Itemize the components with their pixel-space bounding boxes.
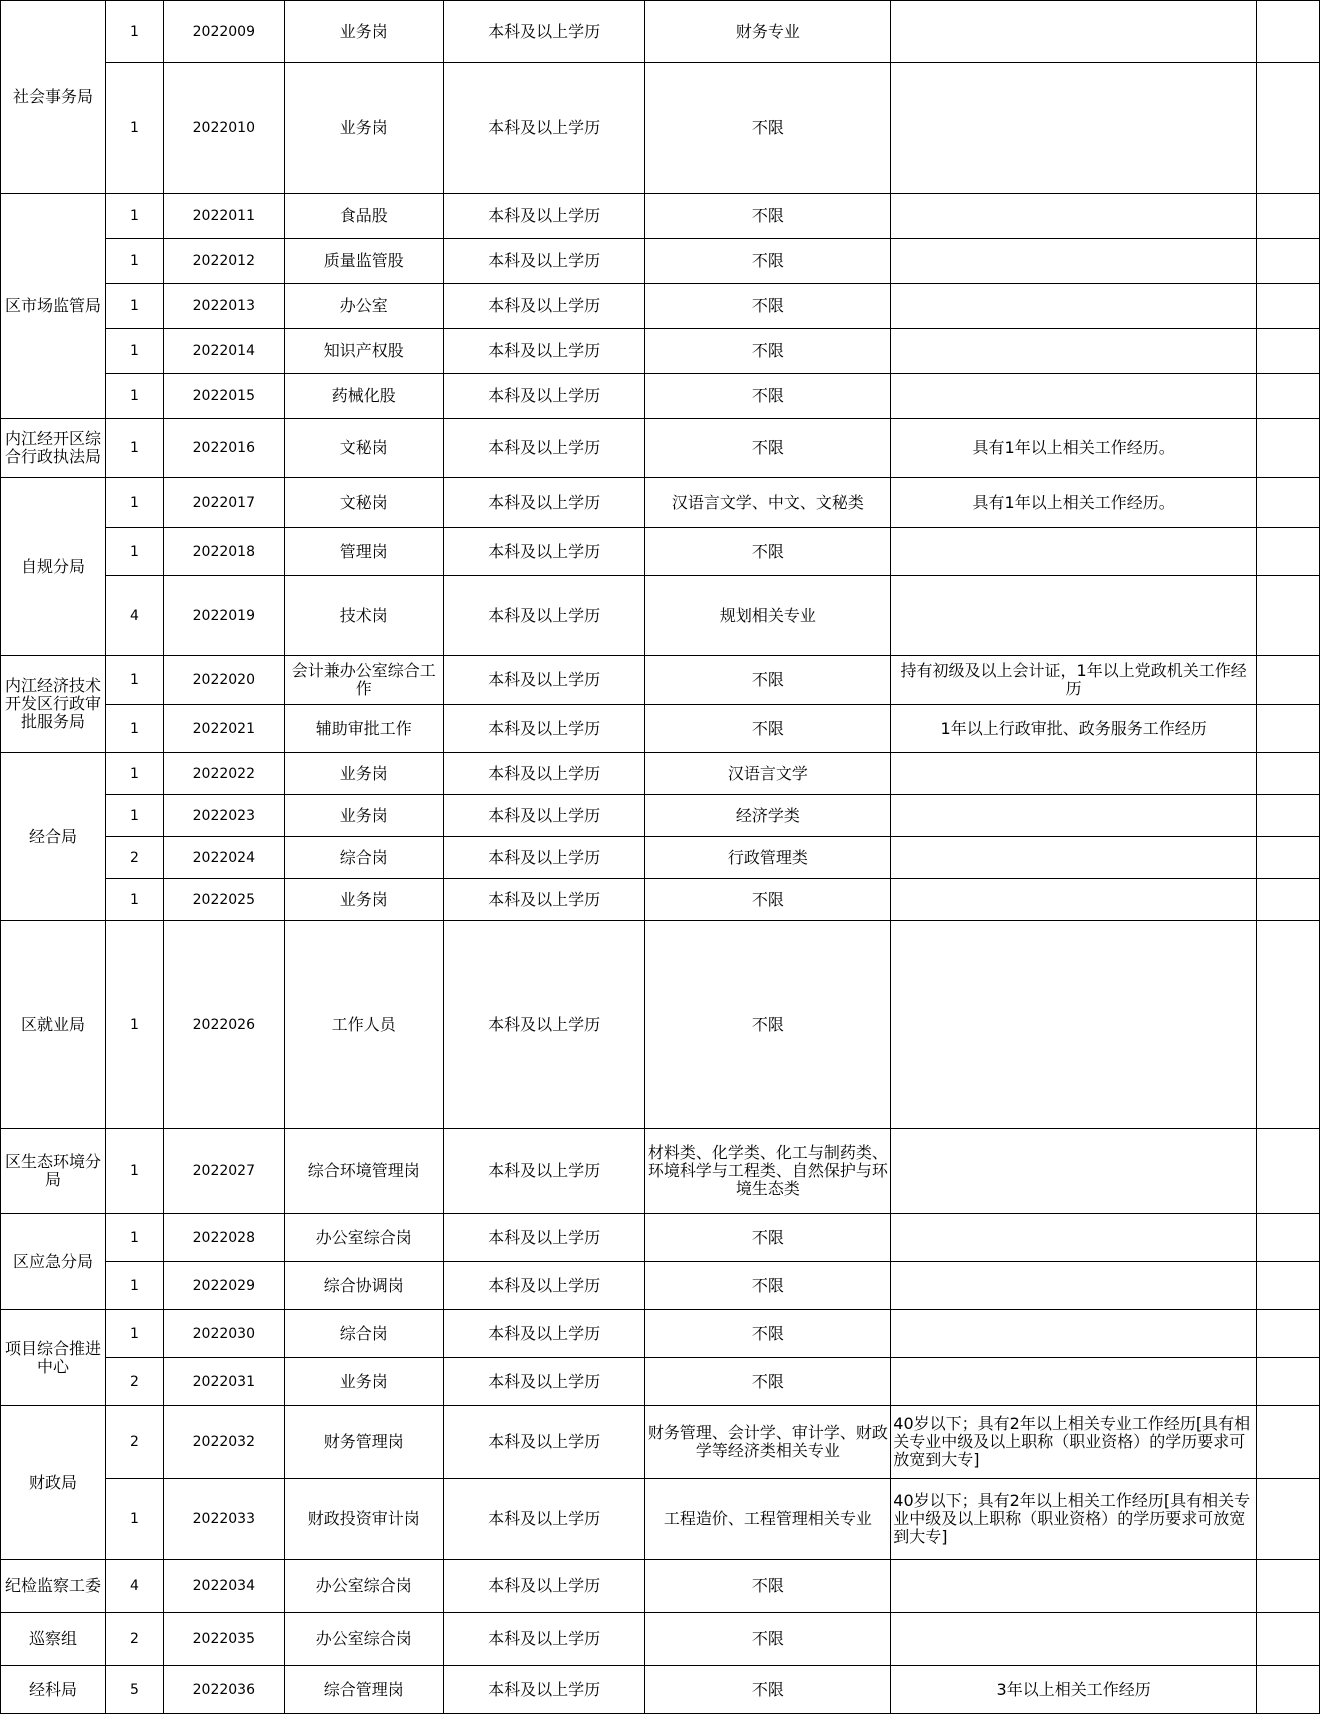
position-name-cell: 业务岗 (284, 1, 443, 63)
position-name-cell: 财务管理岗 (284, 1406, 443, 1479)
education-cell: 本科及以上学历 (443, 879, 645, 921)
table-row (1, 1, 1320, 63)
position-code-cell: 2022010 (163, 63, 284, 194)
table-row (1, 705, 1320, 753)
requirement-cell: 40岁以下；具有2年以上相关工作经历[具有相关专业中级及以上职称（职业资格）的学历要求可放宽到大专] (891, 1479, 1257, 1560)
position-code-cell: 2022034 (163, 1560, 284, 1613)
position-name-cell: 技术岗 (284, 576, 443, 656)
education-cell: 本科及以上学历 (443, 1262, 645, 1310)
requirement-cell: 具有1年以上相关工作经历。 (891, 419, 1257, 478)
position-code-cell: 2022019 (163, 576, 284, 656)
unit-cell: 巡察组 (1, 1613, 106, 1666)
unit-cell: 区市场监管局 (1, 194, 106, 419)
table-row (1, 1358, 1320, 1406)
education-cell: 本科及以上学历 (443, 1666, 645, 1714)
major-cell: 不限 (645, 239, 891, 284)
education-cell: 本科及以上学历 (443, 419, 645, 478)
remarks-cell (1257, 1406, 1320, 1479)
requirement-cell (891, 576, 1257, 656)
position-name-cell: 文秘岗 (284, 419, 443, 478)
major-cell: 财务管理、会计学、审计学、财政学等经济类相关专业 (645, 1406, 891, 1479)
unit-cell: 自规分局 (1, 478, 106, 656)
unit-cell: 项目综合推进中心 (1, 1310, 106, 1406)
position-name-cell: 业务岗 (284, 879, 443, 921)
position-code-cell: 2022016 (163, 419, 284, 478)
unit-cell: 纪检监察工委 (1, 1560, 106, 1613)
major-cell: 汉语言文学 (645, 753, 891, 795)
position-code-cell: 2022027 (163, 1129, 284, 1214)
count-cell: 4 (105, 1560, 163, 1613)
position-code-cell: 2022017 (163, 478, 284, 528)
major-cell: 不限 (645, 1613, 891, 1666)
education-cell: 本科及以上学历 (443, 194, 645, 239)
count-cell: 1 (105, 478, 163, 528)
table-row (1, 528, 1320, 576)
count-cell: 2 (105, 1358, 163, 1406)
remarks-cell (1257, 705, 1320, 753)
table-row (1, 1129, 1320, 1214)
major-cell: 不限 (645, 194, 891, 239)
remarks-cell (1257, 194, 1320, 239)
table-row (1, 1310, 1320, 1358)
table-row (1, 419, 1320, 478)
education-cell: 本科及以上学历 (443, 1, 645, 63)
count-cell: 1 (105, 705, 163, 753)
position-code-cell: 2022011 (163, 194, 284, 239)
position-name-cell: 知识产权股 (284, 329, 443, 374)
education-cell: 本科及以上学历 (443, 1129, 645, 1214)
remarks-cell (1257, 1, 1320, 63)
requirement-cell (891, 194, 1257, 239)
table-row (1, 576, 1320, 656)
count-cell: 1 (105, 528, 163, 576)
count-cell: 1 (105, 1262, 163, 1310)
remarks-cell (1257, 576, 1320, 656)
table-row (1, 329, 1320, 374)
major-cell: 不限 (645, 1560, 891, 1613)
requirement-cell (891, 63, 1257, 194)
count-cell: 1 (105, 753, 163, 795)
table-row (1, 879, 1320, 921)
education-cell: 本科及以上学历 (443, 1310, 645, 1358)
remarks-cell (1257, 1310, 1320, 1358)
count-cell: 2 (105, 1406, 163, 1479)
table-row (1, 753, 1320, 795)
remarks-cell (1257, 239, 1320, 284)
remarks-cell (1257, 419, 1320, 478)
count-cell: 1 (105, 194, 163, 239)
count-cell: 1 (105, 239, 163, 284)
requirement-cell (891, 1560, 1257, 1613)
major-cell: 不限 (645, 1214, 891, 1262)
requirement-cell (891, 284, 1257, 329)
education-cell: 本科及以上学历 (443, 239, 645, 284)
count-cell: 2 (105, 837, 163, 879)
position-code-cell: 2022028 (163, 1214, 284, 1262)
position-code-cell: 2022014 (163, 329, 284, 374)
remarks-cell (1257, 528, 1320, 576)
position-code-cell: 2022036 (163, 1666, 284, 1714)
position-name-cell: 文秘岗 (284, 478, 443, 528)
major-cell: 经济学类 (645, 795, 891, 837)
requirement-cell (891, 239, 1257, 284)
remarks-cell (1257, 1613, 1320, 1666)
count-cell: 1 (105, 879, 163, 921)
remarks-cell (1257, 921, 1320, 1129)
position-code-cell: 2022024 (163, 837, 284, 879)
requirement-cell (891, 795, 1257, 837)
position-code-cell: 2022020 (163, 656, 284, 705)
education-cell: 本科及以上学历 (443, 656, 645, 705)
count-cell: 1 (105, 1479, 163, 1560)
position-name-cell: 办公室综合岗 (284, 1214, 443, 1262)
education-cell: 本科及以上学历 (443, 1214, 645, 1262)
major-cell: 财务专业 (645, 1, 891, 63)
count-cell: 1 (105, 1, 163, 63)
requirement-cell (891, 528, 1257, 576)
position-name-cell: 辅助审批工作 (284, 705, 443, 753)
education-cell: 本科及以上学历 (443, 1479, 645, 1560)
requirement-cell: 40岁以下；具有2年以上相关专业工作经历[具有相关专业中级及以上职称（职业资格）的学历要求可放宽到大专] (891, 1406, 1257, 1479)
position-code-cell: 2022015 (163, 374, 284, 419)
major-cell: 不限 (645, 1666, 891, 1714)
major-cell: 不限 (645, 1358, 891, 1406)
education-cell: 本科及以上学历 (443, 329, 645, 374)
requirement-cell (891, 1613, 1257, 1666)
remarks-cell (1257, 1129, 1320, 1214)
major-cell: 不限 (645, 284, 891, 329)
requirement-cell (891, 837, 1257, 879)
position-name-cell: 综合环境管理岗 (284, 1129, 443, 1214)
unit-cell: 区生态环境分局 (1, 1129, 106, 1214)
table-row (1, 374, 1320, 419)
major-cell: 工程造价、工程管理相关专业 (645, 1479, 891, 1560)
requirement-cell: 1年以上行政审批、政务服务工作经历 (891, 705, 1257, 753)
position-name-cell: 业务岗 (284, 795, 443, 837)
remarks-cell (1257, 1479, 1320, 1560)
requirement-cell (891, 1129, 1257, 1214)
table-row (1, 1406, 1320, 1479)
position-name-cell: 业务岗 (284, 753, 443, 795)
position-code-cell: 2022009 (163, 1, 284, 63)
position-name-cell: 综合协调岗 (284, 1262, 443, 1310)
table-row (1, 1479, 1320, 1560)
major-cell: 不限 (645, 419, 891, 478)
table-row (1, 1262, 1320, 1310)
count-cell: 2 (105, 1613, 163, 1666)
education-cell: 本科及以上学历 (443, 1613, 645, 1666)
count-cell: 1 (105, 795, 163, 837)
unit-cell: 内江经开区综合行政执法局 (1, 419, 106, 478)
position-name-cell: 管理岗 (284, 528, 443, 576)
major-cell: 不限 (645, 1262, 891, 1310)
count-cell: 1 (105, 419, 163, 478)
table-row (1, 239, 1320, 284)
table-row (1, 284, 1320, 329)
position-code-cell: 2022032 (163, 1406, 284, 1479)
education-cell: 本科及以上学历 (443, 753, 645, 795)
position-code-cell: 2022012 (163, 239, 284, 284)
count-cell: 1 (105, 1310, 163, 1358)
requirement-cell: 3年以上相关工作经历 (891, 1666, 1257, 1714)
count-cell: 5 (105, 1666, 163, 1714)
major-cell: 不限 (645, 329, 891, 374)
remarks-cell (1257, 1560, 1320, 1613)
education-cell: 本科及以上学历 (443, 795, 645, 837)
major-cell: 不限 (645, 921, 891, 1129)
remarks-cell (1257, 478, 1320, 528)
count-cell: 1 (105, 329, 163, 374)
major-cell: 规划相关专业 (645, 576, 891, 656)
position-code-cell: 2022035 (163, 1613, 284, 1666)
major-cell: 不限 (645, 1310, 891, 1358)
position-code-cell: 2022013 (163, 284, 284, 329)
unit-cell: 区应急分局 (1, 1214, 106, 1310)
education-cell: 本科及以上学历 (443, 374, 645, 419)
requirement-cell (891, 374, 1257, 419)
requirement-cell (891, 879, 1257, 921)
position-name-cell: 工作人员 (284, 921, 443, 1129)
position-code-cell: 2022033 (163, 1479, 284, 1560)
count-cell: 1 (105, 63, 163, 194)
major-cell: 不限 (645, 528, 891, 576)
major-cell: 行政管理类 (645, 837, 891, 879)
education-cell: 本科及以上学历 (443, 63, 645, 194)
count-cell: 1 (105, 656, 163, 705)
table-row (1, 1214, 1320, 1262)
remarks-cell (1257, 879, 1320, 921)
position-name-cell: 办公室综合岗 (284, 1560, 443, 1613)
unit-cell: 经合局 (1, 753, 106, 921)
requirement-cell (891, 1310, 1257, 1358)
position-code-cell: 2022026 (163, 921, 284, 1129)
major-cell: 材料类、化学类、化工与制药类、环境科学与工程类、自然保护与环境生态类 (645, 1129, 891, 1214)
table-row (1, 921, 1320, 1129)
education-cell: 本科及以上学历 (443, 478, 645, 528)
education-cell: 本科及以上学历 (443, 576, 645, 656)
requirement-cell: 持有初级及以上会计证，1年以上党政机关工作经历 (891, 656, 1257, 705)
count-cell: 4 (105, 576, 163, 656)
remarks-cell (1257, 753, 1320, 795)
major-cell: 不限 (645, 63, 891, 194)
education-cell: 本科及以上学历 (443, 1560, 645, 1613)
position-name-cell: 药械化股 (284, 374, 443, 419)
major-cell: 不限 (645, 656, 891, 705)
table-row (1, 1666, 1320, 1714)
remarks-cell (1257, 837, 1320, 879)
remarks-cell (1257, 63, 1320, 194)
count-cell: 1 (105, 374, 163, 419)
table-row (1, 1613, 1320, 1666)
remarks-cell (1257, 1666, 1320, 1714)
remarks-cell (1257, 374, 1320, 419)
position-code-cell: 2022023 (163, 795, 284, 837)
count-cell: 1 (105, 1214, 163, 1262)
remarks-cell (1257, 329, 1320, 374)
education-cell: 本科及以上学历 (443, 705, 645, 753)
remarks-cell (1257, 656, 1320, 705)
requirement-cell (891, 1, 1257, 63)
major-cell: 汉语言文学、中文、文秘类 (645, 478, 891, 528)
count-cell: 1 (105, 1129, 163, 1214)
requirement-cell (891, 329, 1257, 374)
table-row (1, 194, 1320, 239)
education-cell: 本科及以上学历 (443, 284, 645, 329)
position-name-cell: 综合岗 (284, 1310, 443, 1358)
position-code-cell: 2022018 (163, 528, 284, 576)
education-cell: 本科及以上学历 (443, 528, 645, 576)
requirement-cell (891, 1262, 1257, 1310)
position-name-cell: 会计兼办公室综合工作 (284, 656, 443, 705)
education-cell: 本科及以上学历 (443, 837, 645, 879)
table-row (1, 795, 1320, 837)
position-code-cell: 2022021 (163, 705, 284, 753)
unit-cell: 经科局 (1, 1666, 106, 1714)
education-cell: 本科及以上学历 (443, 921, 645, 1129)
unit-cell: 社会事务局 (1, 1, 106, 194)
requirement-cell: 具有1年以上相关工作经历。 (891, 478, 1257, 528)
education-cell: 本科及以上学历 (443, 1358, 645, 1406)
table-row (1, 656, 1320, 705)
table-row (1, 837, 1320, 879)
position-code-cell: 2022031 (163, 1358, 284, 1406)
position-code-cell: 2022030 (163, 1310, 284, 1358)
requirement-cell (891, 1214, 1257, 1262)
major-cell: 不限 (645, 879, 891, 921)
position-name-cell: 综合岗 (284, 837, 443, 879)
table-row (1, 478, 1320, 528)
position-code-cell: 2022025 (163, 879, 284, 921)
major-cell: 不限 (645, 705, 891, 753)
remarks-cell (1257, 1214, 1320, 1262)
position-name-cell: 质量监管股 (284, 239, 443, 284)
position-name-cell: 业务岗 (284, 1358, 443, 1406)
remarks-cell (1257, 284, 1320, 329)
remarks-cell (1257, 795, 1320, 837)
position-name-cell: 综合管理岗 (284, 1666, 443, 1714)
unit-cell: 内江经济技术开发区行政审批服务局 (1, 656, 106, 753)
unit-cell: 财政局 (1, 1406, 106, 1560)
table-row (1, 63, 1320, 194)
count-cell: 1 (105, 921, 163, 1129)
table-row (1, 1560, 1320, 1613)
requirement-cell (891, 921, 1257, 1129)
position-name-cell: 办公室综合岗 (284, 1613, 443, 1666)
remarks-cell (1257, 1262, 1320, 1310)
unit-cell: 区就业局 (1, 921, 106, 1129)
position-name-cell: 业务岗 (284, 63, 443, 194)
position-code-cell: 2022029 (163, 1262, 284, 1310)
position-name-cell: 食品股 (284, 194, 443, 239)
requirement-cell (891, 753, 1257, 795)
position-name-cell: 财政投资审计岗 (284, 1479, 443, 1560)
remarks-cell (1257, 1358, 1320, 1406)
major-cell: 不限 (645, 374, 891, 419)
requirement-cell (891, 1358, 1257, 1406)
position-name-cell: 办公室 (284, 284, 443, 329)
education-cell: 本科及以上学历 (443, 1406, 645, 1479)
count-cell: 1 (105, 284, 163, 329)
position-code-cell: 2022022 (163, 753, 284, 795)
